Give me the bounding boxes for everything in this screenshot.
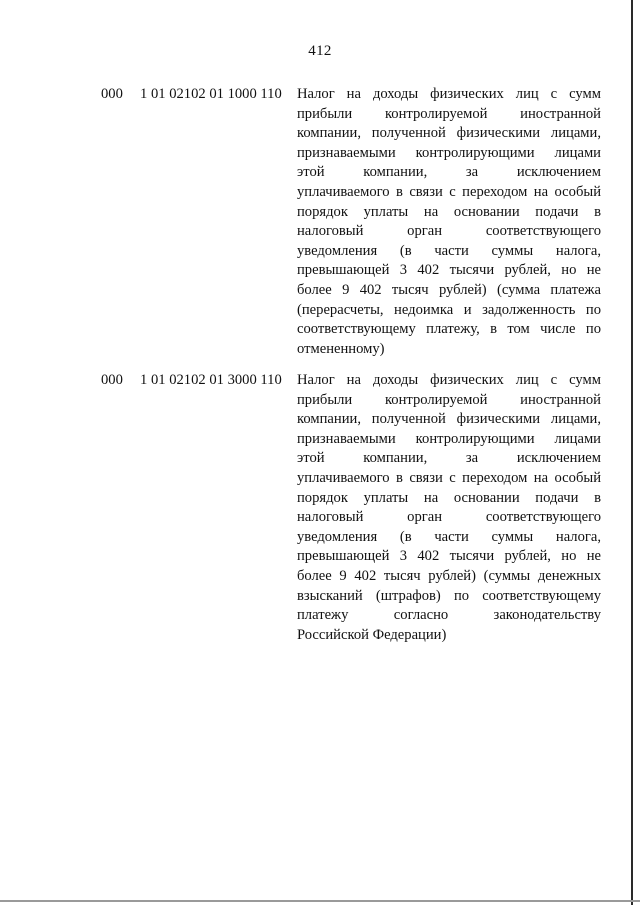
description-line: Налог на доходы физических лиц с сумм	[297, 372, 601, 388]
page-number: 412	[308, 43, 332, 59]
kbk-description	[297, 85, 601, 359]
description-line: превышающей 3 402 тысячи рублей, но не	[297, 548, 601, 565]
description-line: этой компании, за исключением	[297, 450, 601, 467]
admin-code: 000	[101, 86, 123, 102]
description-line: отмененному)	[297, 340, 385, 357]
description-line: взысканий (штрафов) по соответствующему	[297, 587, 601, 604]
scan-edge-bottom	[0, 900, 640, 902]
description-line: этой компании, за исключением	[297, 164, 601, 181]
description-line: компании, полученной физическими лицами,	[297, 411, 601, 428]
description-line: Российской Федерации)	[297, 626, 447, 643]
description-line: налоговый орган соответствующего	[297, 223, 601, 240]
description-line: компании, полученной физическими лицами,	[297, 125, 601, 142]
description-line: уплачиваемого в связи с переходом на особый	[297, 183, 601, 200]
description-line: порядок уплаты на основании подачи в	[297, 489, 601, 506]
description-line: (перерасчеты, недоимка и задолженность по	[297, 301, 601, 318]
description-line: соответствующему платежу, в том числе по	[297, 321, 601, 338]
description-line: более 9 402 тысяч рублей) (сумма платежа	[297, 281, 601, 298]
description-line: уведомления (в части суммы налога,	[297, 242, 601, 259]
description-line: уведомления (в части суммы налога,	[297, 528, 601, 545]
description-line: признаваемыми контролирующими лицами	[297, 430, 601, 447]
kbk-entry	[101, 85, 601, 359]
description-line: прибыли контролируемой иностранной	[297, 105, 601, 122]
description-line: превышающей 3 402 тысячи рублей, но не	[297, 262, 601, 279]
scan-edge-right	[631, 0, 633, 905]
description-line: уплачиваемого в связи с переходом на особый	[297, 469, 601, 486]
kbk-code: 1 01 02102 01 1000 110	[140, 86, 282, 102]
description-line: Налог на доходы физических лиц с сумм	[297, 86, 601, 102]
kbk-description	[297, 371, 601, 645]
description-line: прибыли контролируемой иностранной	[297, 391, 601, 408]
kbk-entry	[101, 371, 601, 645]
description-line: налоговый орган соответствующего	[297, 509, 601, 526]
description-line: признаваемыми контролирующими лицами	[297, 144, 601, 161]
description-line: более 9 402 тысяч рублей) (суммы денежных	[297, 567, 601, 584]
description-line: порядок уплаты на основании подачи в	[297, 203, 601, 220]
kbk-code: 1 01 02102 01 3000 110	[140, 372, 282, 388]
description-line: платежу согласно законодательству	[297, 607, 601, 624]
admin-code: 000	[101, 372, 123, 388]
